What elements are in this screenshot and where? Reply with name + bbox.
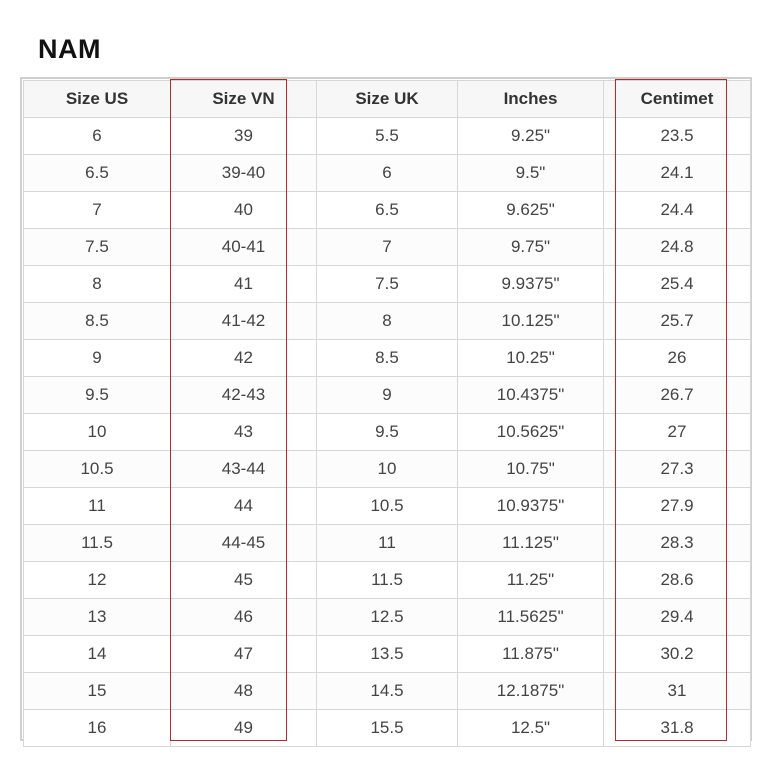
table-row bbox=[24, 562, 751, 599]
cell-centimet: 27 bbox=[604, 414, 751, 451]
header-size-uk: Size UK bbox=[317, 81, 458, 118]
page-title: NAM bbox=[38, 34, 101, 64]
table-row bbox=[24, 192, 751, 229]
cell-inches: 11.25" bbox=[458, 562, 604, 599]
cell-centimet: 25.7 bbox=[604, 303, 751, 340]
table-row bbox=[24, 229, 751, 266]
table-body bbox=[24, 118, 751, 747]
cell-centimet: 23.5 bbox=[604, 118, 751, 155]
cell-size-uk: 6.5 bbox=[317, 192, 458, 229]
table-row bbox=[24, 525, 751, 562]
cell-inches: 11.125" bbox=[458, 525, 604, 562]
cell-centimet: 24.8 bbox=[604, 229, 751, 266]
cell-inches: 9.25" bbox=[458, 118, 604, 155]
cell-centimet: 24.1 bbox=[604, 155, 751, 192]
cell-inches: 9.5" bbox=[458, 155, 604, 192]
header-row bbox=[24, 81, 751, 118]
cell-centimet: 24.4 bbox=[604, 192, 751, 229]
cell-size-us: 13 bbox=[24, 599, 171, 636]
cell-size-vn: 42-43 bbox=[171, 377, 317, 414]
cell-centimet: 29.4 bbox=[604, 599, 751, 636]
cell-size-us: 14 bbox=[24, 636, 171, 673]
table-row bbox=[24, 636, 751, 673]
cell-size-uk: 8 bbox=[317, 303, 458, 340]
cell-size-uk: 14.5 bbox=[317, 673, 458, 710]
table-row bbox=[24, 451, 751, 488]
cell-size-uk: 7.5 bbox=[317, 266, 458, 303]
header-size-us: Size US bbox=[24, 81, 171, 118]
cell-size-uk: 15.5 bbox=[317, 710, 458, 747]
table-row bbox=[24, 488, 751, 525]
cell-inches: 10.5625" bbox=[458, 414, 604, 451]
cell-size-vn: 45 bbox=[171, 562, 317, 599]
header-size-vn: Size VN bbox=[171, 81, 317, 118]
cell-inches: 12.1875" bbox=[458, 673, 604, 710]
cell-size-uk: 9.5 bbox=[317, 414, 458, 451]
cell-inches: 11.5625" bbox=[458, 599, 604, 636]
cell-size-uk: 7 bbox=[317, 229, 458, 266]
cell-size-us: 9.5 bbox=[24, 377, 171, 414]
cell-size-uk: 13.5 bbox=[317, 636, 458, 673]
cell-size-vn: 49 bbox=[171, 710, 317, 747]
table-row bbox=[24, 599, 751, 636]
cell-size-vn: 44-45 bbox=[171, 525, 317, 562]
cell-size-us: 11.5 bbox=[24, 525, 171, 562]
cell-centimet: 31 bbox=[604, 673, 751, 710]
table-row bbox=[24, 155, 751, 192]
cell-size-us: 10.5 bbox=[24, 451, 171, 488]
table-row bbox=[24, 414, 751, 451]
cell-size-uk: 9 bbox=[317, 377, 458, 414]
cell-size-vn: 41-42 bbox=[171, 303, 317, 340]
cell-size-us: 6.5 bbox=[24, 155, 171, 192]
table-row bbox=[24, 303, 751, 340]
cell-inches: 10.9375" bbox=[458, 488, 604, 525]
cell-size-vn: 47 bbox=[171, 636, 317, 673]
cell-inches: 9.625" bbox=[458, 192, 604, 229]
cell-centimet: 26 bbox=[604, 340, 751, 377]
cell-centimet: 27.9 bbox=[604, 488, 751, 525]
cell-centimet: 31.8 bbox=[604, 710, 751, 747]
cell-centimet: 28.6 bbox=[604, 562, 751, 599]
cell-size-us: 7.5 bbox=[24, 229, 171, 266]
cell-centimet: 30.2 bbox=[604, 636, 751, 673]
cell-size-us: 6 bbox=[24, 118, 171, 155]
cell-centimet: 25.4 bbox=[604, 266, 751, 303]
table-row bbox=[24, 266, 751, 303]
cell-size-uk: 10 bbox=[317, 451, 458, 488]
cell-size-uk: 11 bbox=[317, 525, 458, 562]
cell-size-us: 10 bbox=[24, 414, 171, 451]
cell-inches: 10.125" bbox=[458, 303, 604, 340]
cell-inches: 9.75" bbox=[458, 229, 604, 266]
cell-size-vn: 43 bbox=[171, 414, 317, 451]
cell-centimet: 27.3 bbox=[604, 451, 751, 488]
cell-centimet: 26.7 bbox=[604, 377, 751, 414]
cell-size-us: 15 bbox=[24, 673, 171, 710]
cell-size-vn: 40-41 bbox=[171, 229, 317, 266]
header-centimet: Centimet bbox=[604, 81, 751, 118]
cell-size-us: 12 bbox=[24, 562, 171, 599]
cell-inches: 10.75" bbox=[458, 451, 604, 488]
cell-size-uk: 5.5 bbox=[317, 118, 458, 155]
cell-size-uk: 6 bbox=[317, 155, 458, 192]
cell-inches: 12.5" bbox=[458, 710, 604, 747]
cell-size-vn: 48 bbox=[171, 673, 317, 710]
cell-inches: 11.875" bbox=[458, 636, 604, 673]
cell-size-us: 7 bbox=[24, 192, 171, 229]
cell-size-us: 11 bbox=[24, 488, 171, 525]
size-chart-table bbox=[23, 80, 751, 747]
cell-size-vn: 39-40 bbox=[171, 155, 317, 192]
cell-size-vn: 44 bbox=[171, 488, 317, 525]
cell-centimet: 28.3 bbox=[604, 525, 751, 562]
cell-size-us: 9 bbox=[24, 340, 171, 377]
cell-size-vn: 46 bbox=[171, 599, 317, 636]
cell-size-vn: 42 bbox=[171, 340, 317, 377]
cell-size-uk: 10.5 bbox=[317, 488, 458, 525]
table-row bbox=[24, 710, 751, 747]
cell-size-vn: 41 bbox=[171, 266, 317, 303]
cell-size-us: 8.5 bbox=[24, 303, 171, 340]
cell-inches: 10.25" bbox=[458, 340, 604, 377]
cell-size-us: 16 bbox=[24, 710, 171, 747]
cell-inches: 10.4375" bbox=[458, 377, 604, 414]
cell-size-uk: 8.5 bbox=[317, 340, 458, 377]
cell-inches: 9.9375" bbox=[458, 266, 604, 303]
header-inches: Inches bbox=[458, 81, 604, 118]
cell-size-vn: 43-44 bbox=[171, 451, 317, 488]
cell-size-uk: 12.5 bbox=[317, 599, 458, 636]
cell-size-vn: 40 bbox=[171, 192, 317, 229]
table-row bbox=[24, 340, 751, 377]
cell-size-uk: 11.5 bbox=[317, 562, 458, 599]
cell-size-vn: 39 bbox=[171, 118, 317, 155]
table-row bbox=[24, 673, 751, 710]
table-row bbox=[24, 118, 751, 155]
cell-size-us: 8 bbox=[24, 266, 171, 303]
table-row bbox=[24, 377, 751, 414]
